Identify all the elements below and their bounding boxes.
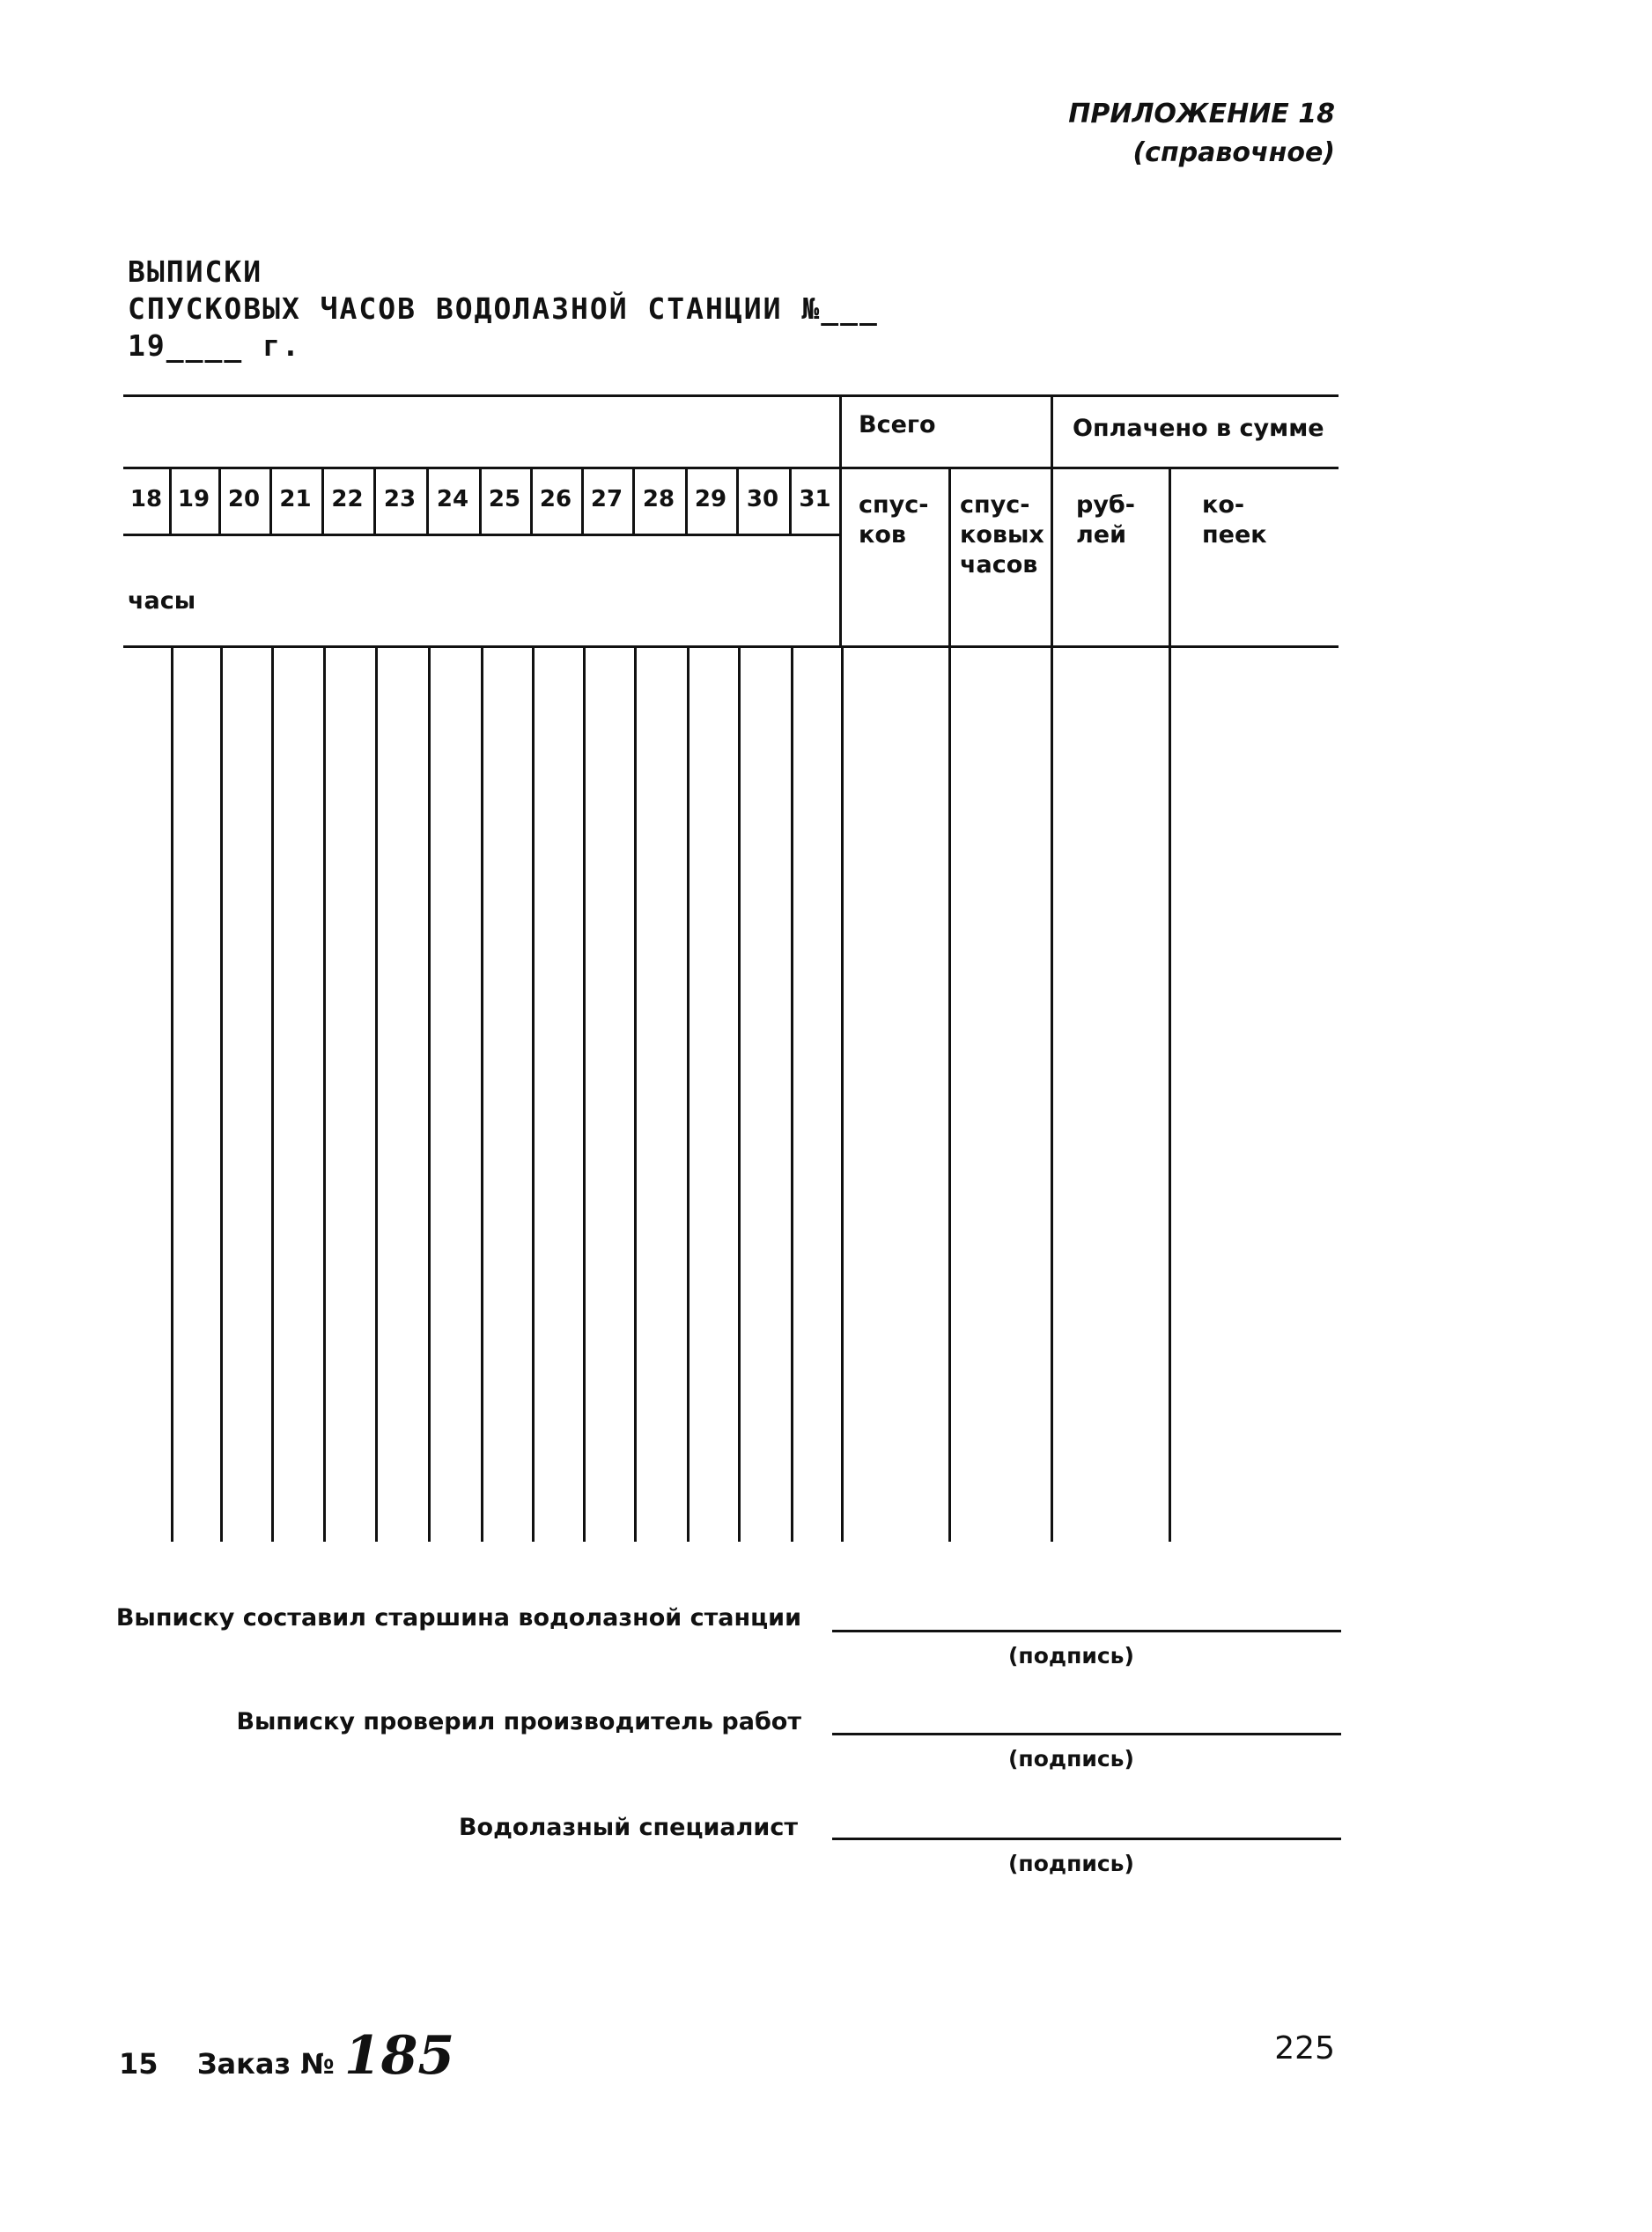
day-number: 24 xyxy=(436,486,469,512)
descent-hours-header xyxy=(960,490,1044,580)
day-column-body-line xyxy=(583,645,586,1542)
table-top-border xyxy=(123,394,1339,397)
signature-label-checked: Выписку проверил производитель работ xyxy=(236,1708,801,1735)
signature-hint-specialist: (подпись) xyxy=(1008,1851,1134,1876)
day-number: 22 xyxy=(331,486,364,512)
day-number: 21 xyxy=(279,486,312,512)
days-divider xyxy=(123,534,841,536)
total-left-border xyxy=(839,394,842,645)
title-line-3: 19____ г. xyxy=(128,328,301,363)
day-column-body-line xyxy=(375,645,378,1542)
day-column-body-line xyxy=(323,645,326,1542)
paid-header: Оплачено в сумме xyxy=(1073,415,1324,442)
title-line-1: ВЫПИСКИ xyxy=(128,254,263,289)
rubles-right-line xyxy=(1169,467,1171,1542)
signature-line-compiled[interactable] xyxy=(832,1630,1341,1632)
day-number: 25 xyxy=(488,486,521,512)
signature-line-specialist[interactable] xyxy=(832,1838,1341,1840)
kopecks-header-line-2: пеек xyxy=(1202,521,1267,549)
descents-header xyxy=(859,490,928,550)
sheet-number: 15 xyxy=(119,2047,159,2081)
header-bottom-border xyxy=(123,645,1339,648)
descent-hours-header-line-2: ковых xyxy=(960,521,1044,549)
day-column-body-line xyxy=(687,645,690,1542)
rubles-header-line-1: руб- xyxy=(1076,491,1135,519)
signature-line-checked[interactable] xyxy=(832,1733,1341,1735)
day-column-body-line xyxy=(428,645,431,1542)
day-number: 18 xyxy=(129,486,163,512)
signature-hint-compiled: (подпись) xyxy=(1008,1643,1134,1668)
header-divider xyxy=(123,467,1339,469)
day-number: 20 xyxy=(227,486,261,512)
title-line-2: СПУСКОВЫХ ЧАСОВ ВОДОЛАЗНОЙ СТАНЦИИ №___ xyxy=(128,291,879,326)
kopecks-header-line-1: ко- xyxy=(1202,491,1245,519)
day-number: 19 xyxy=(177,486,210,512)
descents-header-line-2: ков xyxy=(859,521,906,549)
descent-hours-header-line-3: часов xyxy=(960,551,1038,578)
day-number: 29 xyxy=(694,486,727,512)
signature-label-specialist: Водолазный специалист xyxy=(458,1814,798,1841)
day-number: 26 xyxy=(539,486,572,512)
appendix-type: (справочное) xyxy=(1132,137,1335,168)
rubles-header-line-2: лей xyxy=(1076,521,1127,549)
day-number: 30 xyxy=(746,486,779,512)
kopecks-header xyxy=(1202,490,1267,550)
day-column-body-line xyxy=(271,645,274,1542)
descents-right-line xyxy=(948,467,951,1542)
descent-hours-header-line-1: спус- xyxy=(960,491,1030,519)
day-number: 28 xyxy=(642,486,675,512)
paid-left-border xyxy=(1051,394,1053,645)
day-column-body-line xyxy=(481,645,483,1542)
hours-label: часы xyxy=(128,587,196,615)
day-column-body-line xyxy=(532,645,535,1542)
signature-hint-checked: (подпись) xyxy=(1008,1746,1134,1772)
signature-label-compiled: Выписку составил старшина водолазной станции xyxy=(115,1604,801,1632)
total-body-line xyxy=(841,645,844,1542)
order-label: Заказ № xyxy=(196,2047,335,2081)
rubles-header xyxy=(1076,490,1135,550)
descents-header-line-1: спус- xyxy=(859,491,929,519)
day-number: 31 xyxy=(799,486,831,512)
day-column-body-line xyxy=(738,645,741,1542)
day-column-body-line xyxy=(220,645,223,1542)
page-number: 225 xyxy=(1274,2030,1335,2066)
day-column-body-line xyxy=(634,645,637,1542)
day-number: 23 xyxy=(383,486,417,512)
day-number: 27 xyxy=(590,486,623,512)
total-header: Всего xyxy=(859,411,936,438)
day-column-body-line xyxy=(171,645,173,1542)
paid-body-line xyxy=(1051,645,1053,1542)
day-column-body-line xyxy=(791,645,793,1542)
footer-left xyxy=(119,2025,454,2087)
appendix-number: ПРИЛОЖЕНИЕ 18 xyxy=(1068,99,1335,129)
order-number: 185 xyxy=(343,2025,455,2087)
